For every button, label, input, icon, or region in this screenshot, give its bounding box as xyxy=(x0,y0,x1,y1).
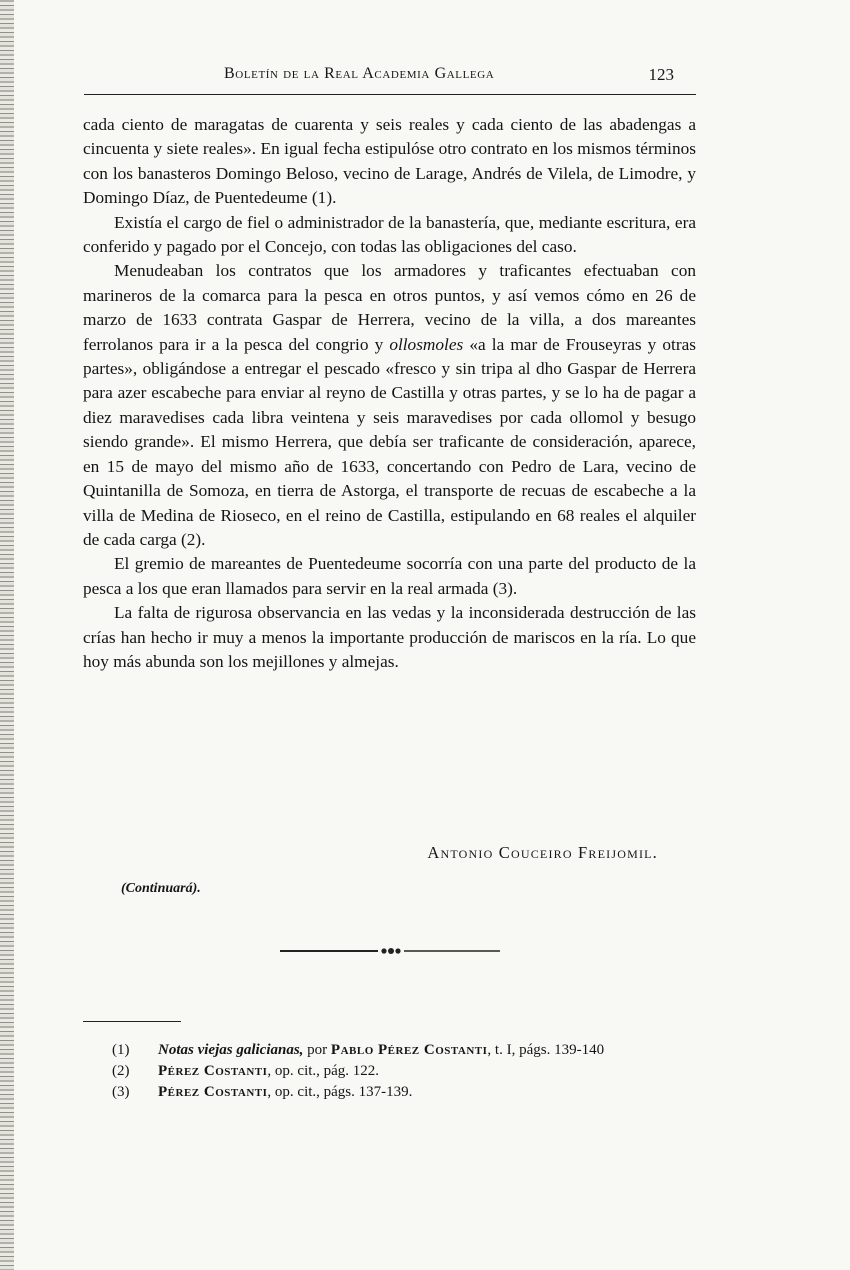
paragraph-1: cada ciento de maragatas de cuarenta y seis reales y cada ciento de las abadengas a cincuenta y siete reales». En igual fecha estipulóse otro contrato en los mismos términos con los banasteros Domingo Beloso, vecino de Larage, Andrés de Vilela, de Limodre, y Domingo Díaz, de Puentedeume (1). xyxy=(83,115,696,208)
footnote-book-title: Notas viejas galicianas, xyxy=(158,1042,304,1058)
footnote-reference: , op. cit., págs. 137-139. xyxy=(267,1084,413,1100)
paragraph-3 xyxy=(83,259,696,552)
page-number: 123 xyxy=(648,65,674,84)
book-binding-edge xyxy=(0,0,14,1270)
footnote-1 xyxy=(112,1040,712,1061)
footnote-author: Pérez Costanti xyxy=(158,1084,268,1100)
footnote-reference: , op. cit., pág. 122. xyxy=(267,1063,380,1079)
footnote-number: (2) xyxy=(112,1063,130,1079)
paragraph-4: El gremio de mareantes de Puentedeume socorría con una parte del producto de la pesca a los que eran llamados para servir en la real armada (3). xyxy=(83,554,696,598)
continuation-note: (Continuará). xyxy=(121,881,201,896)
footnote-2 xyxy=(112,1061,712,1082)
paragraph-3-text-before: Menudeaban los contratos que los armadores y traficantes efectuaban con marineros de la comarca para la pesca en otros puntos, y así vemos cómo en 26 de marzo de 1633 contrata Gaspar de Herrera, vecino de la villa, a dos mareantes ferrolanos para ir a la pesca del congrio y xyxy=(83,261,696,354)
paragraph-5: La falta de rigurosa observancia en las vedas y la inconsiderada destrucción de las crías han hecho ir muy a menos la importante producción de mariscos en la ría. Lo que hoy más abunda son los mejillones y almejas. xyxy=(83,603,696,671)
footnote-rule xyxy=(83,1021,181,1022)
footnote-author: Pérez Costanti xyxy=(158,1063,268,1079)
footnote-author: Pablo Pérez Costanti xyxy=(330,1042,488,1058)
footnote-3 xyxy=(112,1082,712,1103)
footnote-connector: por xyxy=(303,1042,331,1058)
footnotes xyxy=(112,1040,712,1103)
author-signature: Antonio Couceiro Freijomil. xyxy=(427,843,658,862)
paragraph-2: Existía el cargo de fiel o administrador de la banastería, que, mediante escritura, era conferido y pagado por el Concejo, con todas las obligaciones del caso. xyxy=(83,212,696,257)
page-header xyxy=(84,64,696,95)
footnote-reference: , t. I, págs. 139-140 xyxy=(487,1042,605,1058)
paragraph-3-italic-term: ollosmoles xyxy=(389,334,464,354)
footnote-number: (1) xyxy=(112,1042,130,1058)
paragraph-3-text-after: «a la mar de Frouseyras y otras partes», obligándose a entregar el pescado «fresco y sin tripa al dho Gaspar de Herrera para azer escabeche para enviar al reyno de Castilla y otras partes, y se lo ha de pagar a diez maravedises cada libra veintena y seis maravedises por cada ollomol y besugo siendo grande». El mismo Herrera, que debía ser traficante de consideración, aparece, en 15 de mayo del mismo año de 1633, concertando con Pedro de Lara, vecino de Quintanilla de Somoza, en tierra de Astorga, el transporte de recuas de escabeche a la villa de Medina de Rioseco, en el reino de Castilla, estipulando en 68 reales el alquiler de cada carga (2). xyxy=(83,334,696,549)
footnote-number: (3) xyxy=(112,1084,130,1100)
running-title: Boletín de la Real Academia Gallega xyxy=(224,65,495,82)
section-ornament-icon xyxy=(278,944,502,958)
article-body xyxy=(83,113,696,674)
